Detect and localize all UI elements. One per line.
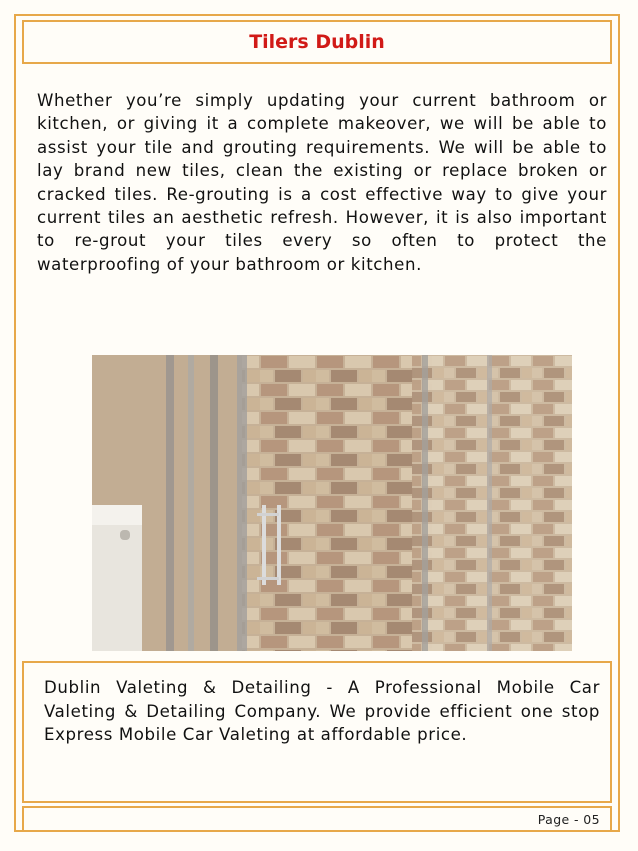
body-paragraph: Whether you’re simply updating your current bathroom or kitchen, or giving it a complete makeover, we will be able to assist your tile and grouting requirements. We will be able to lay brand new tiles, clean the existing or replace broken or cracked tiles. Re-grouting is a cost effective way to give your current tiles an aesthetic refresh. However, it is also important to re-grout your tiles every so often to protect the waterproofing of your bathroom or kitchen. xyxy=(37,91,607,274)
page-number-box xyxy=(22,806,612,832)
caption-paragraph: Dublin Valeting & Detailing - A Professional Mobile Car Valeting & Detailing Company. We provide efficient one stop Express Mobile Car Valeting at affordable price. xyxy=(44,678,600,745)
page-title: Tilers Dublin xyxy=(22,20,612,64)
bathroom-photo xyxy=(92,355,572,651)
page-number: Page - 05 xyxy=(537,811,600,827)
